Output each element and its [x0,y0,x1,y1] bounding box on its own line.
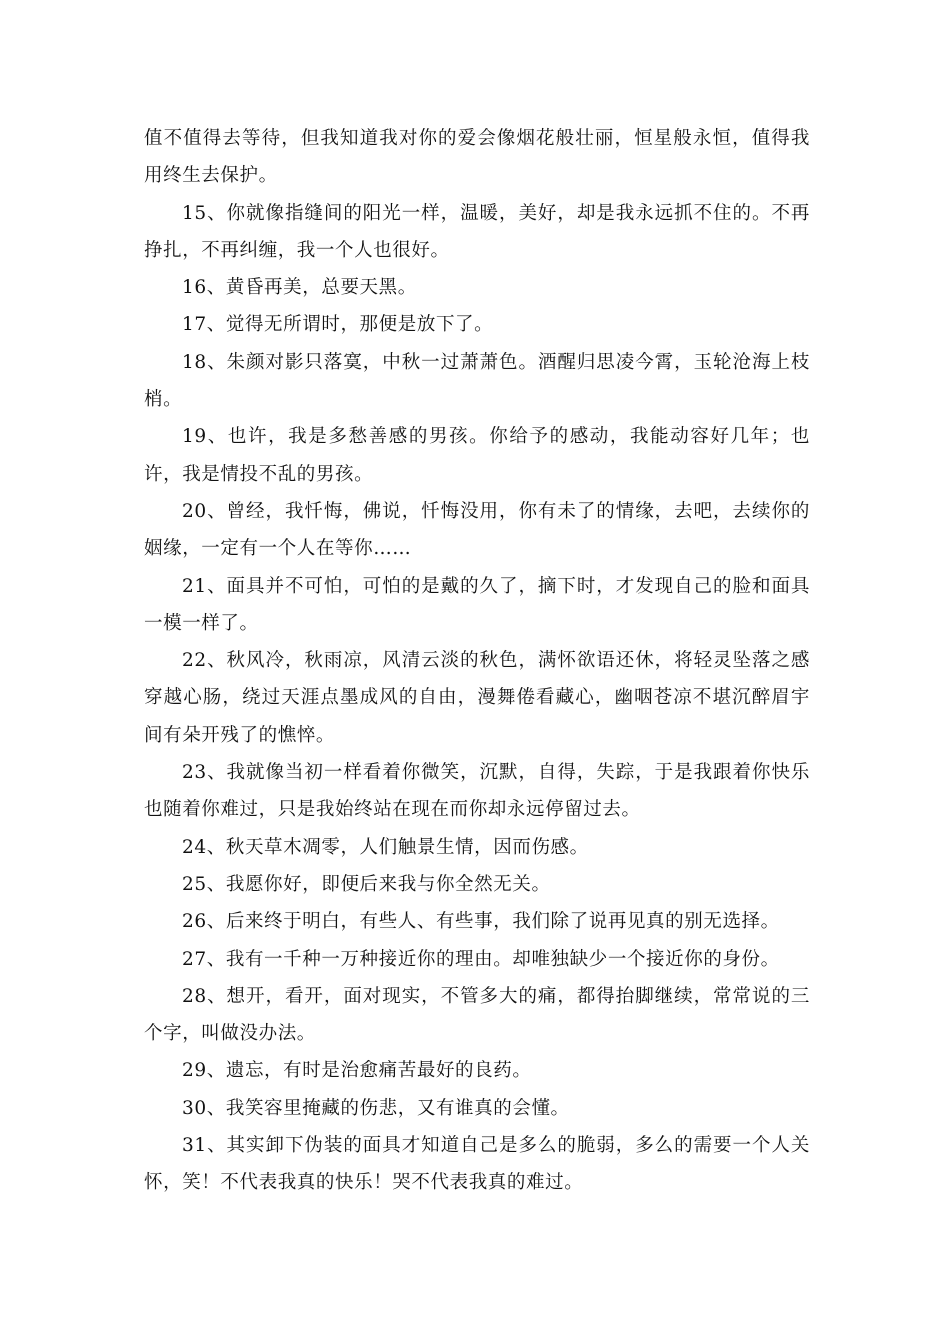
paragraph-item-22: 22、秋风冷，秋雨凉，风清云淡的秋色，满怀欲语还休，将轻灵坠落之感穿越心肠，绕过天涯点墨成风的自由，漫舞倦看藏心，幽咽苍凉不堪沉醉眉宇间有朵开残了的憔悴。 [144,650,810,746]
paragraph-item-20: 20、曾经，我忏悔，佛说，忏悔没用，你有未了的情缘，去吧，去续你的姻缘，一定有一个人在等你…… [144,500,810,560]
paragraph-item-16: 16、黄昏再美，总要天黑。 [182,277,417,299]
paragraph-item-31: 31、其实卸下伪装的面具才知道自己是多么的脆弱，多么的需要一个人关怀，笑！不代表我真的快乐！哭不代表我真的难过。 [144,1135,810,1194]
paragraph-item-28: 28、想开，看开，面对现实，不管多大的痛，都得抬脚继续，常常说的三个字，叫做没办法。 [144,985,810,1045]
paragraph-item-19: 19、也许，我是多愁善感的男孩。你给予的感动，我能动容好几年；也许，我是情投不乱的男孩。 [144,426,810,485]
paragraph-item-30: 30、我笑容里掩藏的伤悲，又有谁真的会懂。 [182,1097,570,1119]
paragraph-item-29: 29、遗忘，有时是治愈痛苦最好的良药。 [182,1060,532,1082]
paragraph-item-18: 18、朱颜对影只落寞，中秋一过萧萧色。酒醒归思凌今霄，玉轮沧海上枝梢。 [144,351,810,411]
paragraph-item-21: 21、面具并不可怕，可怕的是戴的久了，摘下时，才发现自己的脸和面具一模一样了。 [144,575,810,634]
paragraph-item-26: 26、后来终于明白，有些人、有些事，我们除了说再见真的别无选择。 [182,911,780,933]
paragraph-item-27: 27、我有一千种一万种接近你的理由。却唯独缺少一个接近你的身份。 [182,948,780,970]
paragraph-item-24: 24、秋天草木凋零，人们触景生情，因而伤感。 [182,836,589,858]
paragraph-item-25: 25、我愿你好，即便后来我与你全然无关。 [182,873,551,895]
paragraph-item-17: 17、觉得无所谓时，那便是放下了。 [182,314,494,336]
document-body [144,120,810,1202]
paragraph-continuation: 值不值得去等待，但我知道我对你的爱会像烟花般壮丽，恒星般永恒，值得我用终生去保护。 [144,128,810,187]
paragraph-item-23: 23、我就像当初一样看着你微笑，沉默，自得，失踪，于是我跟着你快乐也随着你难过，只是我始终站在现在而你却永远停留过去。 [144,762,810,821]
paragraph-item-15: 15、你就像指缝间的阳光一样，温暖，美好，却是我永远抓不住的。不再挣扎，不再纠缠，我一个人也很好。 [144,202,810,261]
